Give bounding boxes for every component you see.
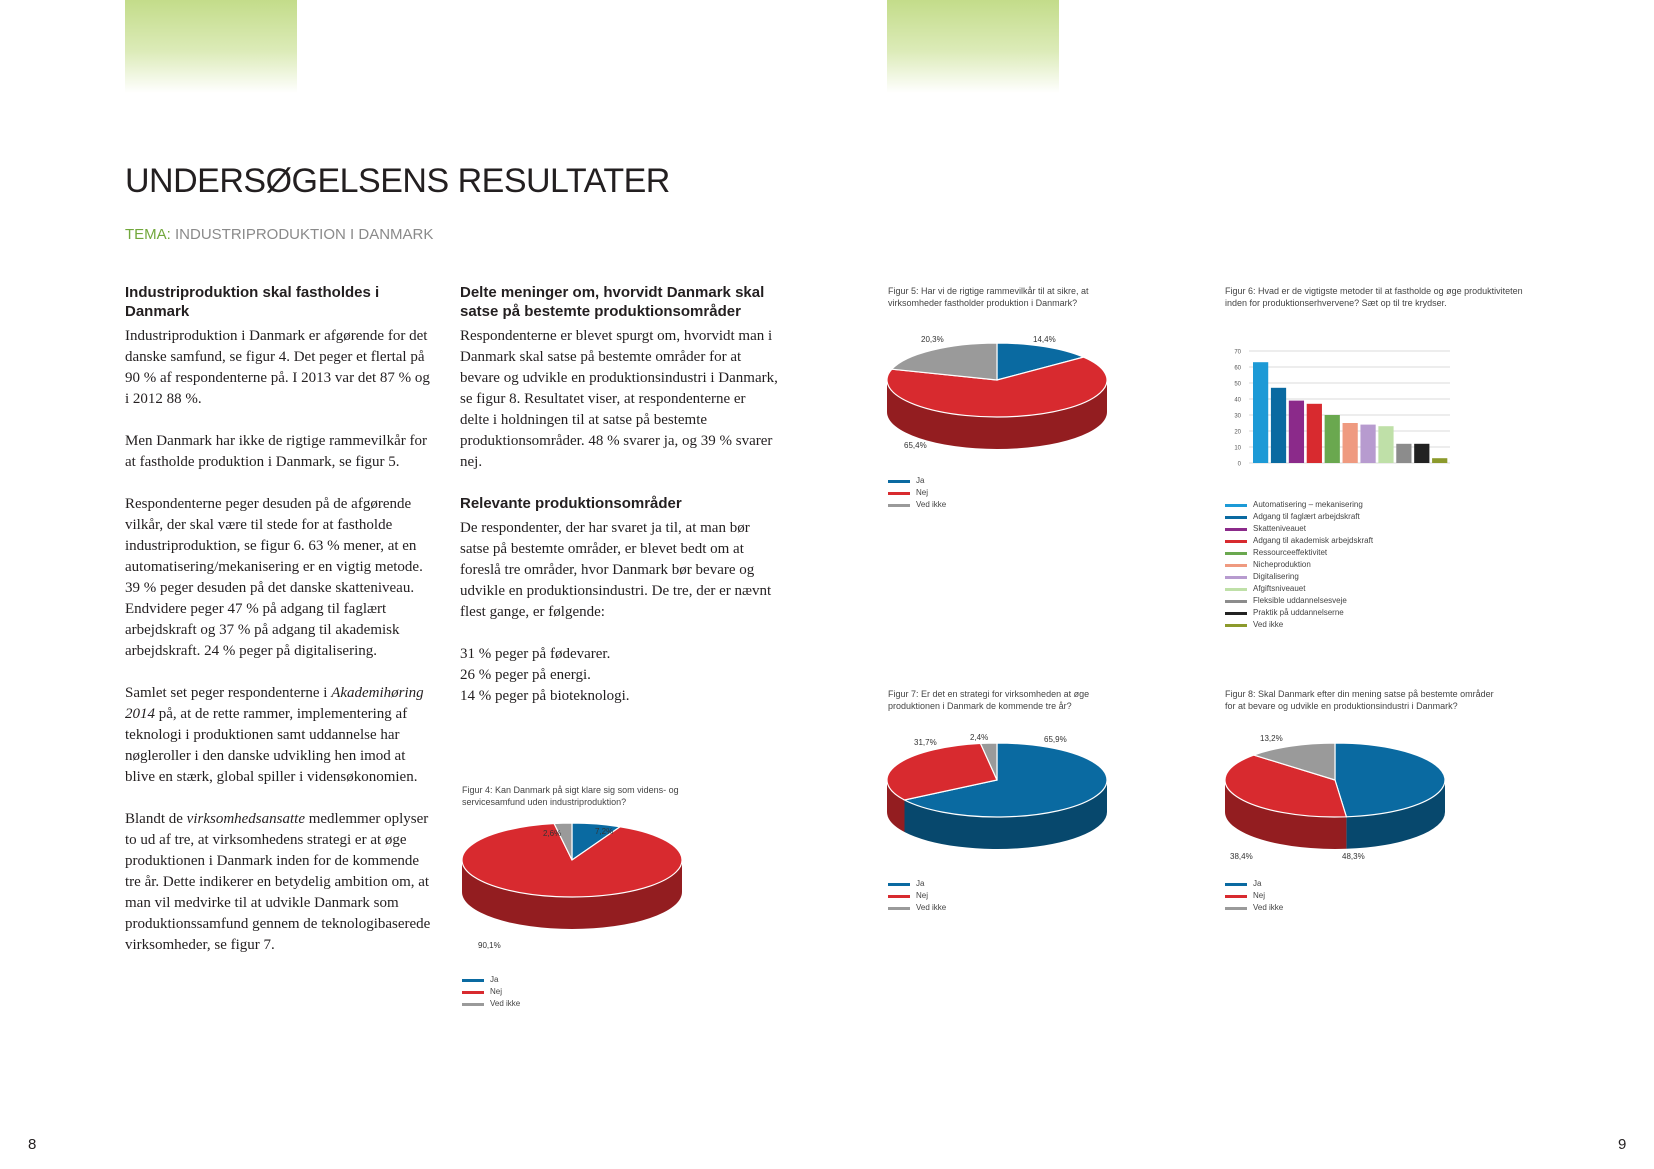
- fig6-bar-chart: [1225, 345, 1465, 470]
- legend-swatch: [1225, 576, 1247, 579]
- legend-swatch: [1225, 564, 1247, 567]
- col1-p5-text-b: medlemmer oplyser to ud af tre, at virksomhedens strategi er at øge produktionen i Danmark inden for de kommende tre år. Dette indikerer en betydelig ambition om, at man vil medvirke til at udvikle Danmark som produktionssamfund gennem de teknologibaserede virksomheder, se figur 7.: [125, 811, 431, 953]
- col2-list-item: 14 % peger på bioteknologi.: [460, 688, 630, 704]
- page-number-right: 9: [1618, 1136, 1627, 1153]
- legend-label: Ressourceeffektivitet: [1253, 548, 1328, 557]
- legend-item: [1225, 571, 1373, 583]
- legend-item-ja: [888, 475, 946, 487]
- text-column-1: [125, 283, 437, 977]
- bar-1: [1253, 362, 1268, 463]
- page-number-left: 8: [28, 1136, 37, 1153]
- page-title: UNDERSØGELSENS RESULTATER: [125, 162, 670, 200]
- legend-item-nej: [1225, 890, 1283, 902]
- col1-heading: Industriproduktion skal fastholdes i Danmark: [125, 284, 380, 320]
- legend-label: Ja: [490, 975, 499, 984]
- legend-swatch: [1225, 528, 1247, 531]
- legend-item: [1225, 547, 1373, 559]
- legend-item: [1225, 523, 1373, 535]
- col2-list-item: 31 % peger på fødevarer.: [460, 646, 611, 662]
- bar-5: [1325, 415, 1340, 463]
- y-tick-label: 10: [1234, 445, 1241, 452]
- legend-item: [1225, 583, 1373, 595]
- col2-heading-2: Relevante produktionsområder: [460, 495, 682, 512]
- bar-9: [1396, 444, 1411, 463]
- fig4-label-ja: 7,2%: [595, 827, 614, 836]
- fig6-caption: Figur 6: Hvad er de vigtigste metoder til at fastholde og øge produktiviteten inden for produktionserhvervene? Sæt op til tre krydser.: [1225, 286, 1523, 308]
- bar-2: [1271, 388, 1286, 463]
- legend-swatch: [1225, 504, 1247, 507]
- legend-label: Digitalisering: [1253, 572, 1299, 581]
- legend-label: Ja: [916, 476, 925, 485]
- bar-8: [1378, 426, 1393, 463]
- legend-label: Ved ikke: [490, 999, 521, 1008]
- legend-item-ja: [462, 974, 520, 986]
- col2-heading-1: Delte meninger om, hvorvidt Danmark skal satse på bestemte produktionsområder: [460, 284, 765, 320]
- legend-label: Skatteniveauet: [1253, 524, 1306, 533]
- legend-label: Ved ikke: [916, 500, 947, 509]
- fig7-label-nej: 31,7%: [914, 738, 937, 747]
- col2-list-item: 26 % peger på energi.: [460, 667, 591, 683]
- legend-item: [1225, 595, 1373, 607]
- legend-label: Nej: [916, 488, 929, 497]
- legend-label: Ved ikke: [1253, 620, 1284, 629]
- col1-paragraph-3: Respondenterne peger desuden på de afgørende vilkår, der skal være til stede for at fastholde industriproduktion, se figur 6. 63 % mener, at en automatisering/mekanisering er en vigtig metode. 39 % peger desuden på det danske skatteniveau. Endvidere peger 47 % på adgang til faglært arbejdskraft og 37 % på adgang til akademisk arbejdskraft. 24 % peger på digitalisering.: [125, 496, 423, 659]
- fig7-label-ved-ikke: 2,4%: [970, 733, 989, 742]
- fig4-pie-chart: [455, 820, 695, 950]
- legend-item-ved-ikke: [888, 902, 946, 914]
- fig5-label-nej: 65,4%: [904, 441, 927, 450]
- bar-4: [1307, 404, 1322, 463]
- legend-label: Ja: [1253, 879, 1262, 888]
- col2-paragraph-1: Respondenterne er blevet spurgt om, hvorvidt man i Danmark skal satse på bestemte områder for at bevare og udvikle en produktionsindustri i Danmark, se figur 8. Resultatet viser, at respondenterne er delte i holdningen til at satse på bestemte produktionsområder. 48 % svarer ja, og 39 % svarer nej.: [460, 328, 778, 470]
- legend-label: Nej: [916, 891, 929, 900]
- legend-label: Adgang til akademisk arbejdskraft: [1253, 536, 1374, 545]
- legend-swatch: [1225, 516, 1247, 519]
- y-tick-label: 30: [1234, 413, 1241, 420]
- legend-swatch: [1225, 600, 1247, 603]
- col2-list: [460, 644, 778, 707]
- legend-label: Fleksible uddannelsesveje: [1253, 596, 1347, 605]
- tema-label: TEMA:: [125, 226, 171, 243]
- fig5-label-ved-ikke: 20,3%: [921, 335, 944, 344]
- legend-item-nej: [462, 986, 520, 998]
- legend-label: Nicheproduktion: [1253, 560, 1311, 569]
- legend-swatch: [1225, 552, 1247, 555]
- y-tick-label: 40: [1234, 397, 1241, 404]
- legend-item-ved-ikke: [1225, 902, 1283, 914]
- legend-item-ja: [888, 878, 946, 890]
- legend-label: Nej: [1253, 891, 1266, 900]
- y-tick-label: 0: [1237, 461, 1241, 468]
- col1-paragraph-5: [125, 809, 437, 956]
- legend-item-ved-ikke: [462, 998, 520, 1010]
- legend-label: Ja: [916, 879, 925, 888]
- fig4-caption: Figur 4: Kan Danmark på sigt klare sig som videns- og servicesamfund uden industriproduktion?: [462, 785, 679, 807]
- accent-bar-right: [887, 0, 1059, 93]
- col1-p4-text-a: Samlet set peger respondenterne i: [125, 685, 332, 701]
- legend-item: [1225, 535, 1373, 547]
- legend-item: [1225, 559, 1373, 571]
- fig7-legend: [888, 878, 946, 914]
- col1-p4-emphasis: Akademihøring 2014: [125, 685, 424, 722]
- bar-10: [1414, 444, 1429, 463]
- bar-6: [1343, 423, 1358, 463]
- fig8-label-ja: 48,3%: [1342, 852, 1365, 861]
- col2-paragraph-2: De respondenter, der har svaret ja til, at man bør satse på bestemte områder, er blevet bedt om at foreslå tre områder, hvor Danmark bør bevare og udvikle en produktionsindustri. De tre, der er nævnt flest gange, er følgende:: [460, 520, 772, 620]
- legend-swatch: [1225, 540, 1247, 543]
- bar-7: [1360, 425, 1375, 463]
- y-tick-label: 20: [1234, 429, 1241, 436]
- col1-paragraph-1: Industriproduktion i Danmark er afgørende for det danske samfund, se figur 4. Det peger et flertal på 90 % af respondenterne på. I 2013 var det 87 % og i 2012 88 %.: [125, 328, 430, 407]
- fig5-legend: [888, 475, 946, 511]
- tema-line: [125, 226, 433, 243]
- fig8-label-ved-ikke: 13,2%: [1260, 734, 1283, 743]
- fig8-caption: Figur 8: Skal Danmark efter din mening satse på bestemte områder for at bevare og udvikle en produktionsindustri i Danmark?: [1225, 689, 1494, 711]
- fig8-legend: [1225, 878, 1283, 914]
- legend-item-ja: [1225, 878, 1283, 890]
- col1-paragraph-2: Men Danmark har ikke de rigtige rammevilkår for at fastholde produktion i Danmark, se figur 5.: [125, 433, 427, 470]
- col1-paragraph-4: [125, 683, 437, 788]
- y-tick-label: 70: [1234, 349, 1241, 356]
- fig7-label-ja: 65,9%: [1044, 735, 1067, 744]
- legend-label: Ved ikke: [916, 903, 947, 912]
- y-tick-label: 60: [1234, 365, 1241, 372]
- legend-item: [1225, 511, 1373, 523]
- legend-label: Nej: [490, 987, 503, 996]
- col1-p4-text-b: på, at de rette rammer, implementering af teknologi i produktionen samt uddannelse har nøgleroller i den danske udvikling hen imod at blive en stærk, global spiller i vidensøkonomien.: [125, 706, 418, 785]
- legend-label: Ved ikke: [1253, 903, 1284, 912]
- legend-item: [1225, 499, 1373, 511]
- y-tick-label: 50: [1234, 381, 1241, 388]
- col1-p5-text-a: Blandt de: [125, 811, 187, 827]
- fig4-legend: [462, 974, 520, 1010]
- fig5-label-ja: 14,4%: [1033, 335, 1056, 344]
- legend-swatch: [1225, 624, 1247, 627]
- legend-item-ved-ikke: [888, 499, 946, 511]
- fig8-pie-chart: [1218, 725, 1458, 860]
- fig4-label-nej: 90,1%: [478, 941, 501, 950]
- accent-bar-left: [125, 0, 297, 93]
- legend-item: [1225, 619, 1373, 631]
- fig7-caption: Figur 7: Er det en strategi for virksomheden at øge produktionen i Danmark de kommende tre år?: [888, 689, 1090, 711]
- fig8-label-nej: 38,4%: [1230, 852, 1253, 861]
- legend-item-nej: [888, 487, 946, 499]
- legend-label: Adgang til faglært arbejdskraft: [1253, 512, 1360, 521]
- fig4-label-ved-ikke: 2,6%: [543, 829, 562, 838]
- fig6-legend: [1225, 499, 1373, 631]
- text-column-2: [460, 283, 778, 728]
- legend-swatch: [1225, 612, 1247, 615]
- legend-label: Afgiftsniveauet: [1253, 584, 1306, 593]
- col1-p5-emphasis: virksomhedsansatte: [186, 811, 305, 827]
- legend-label: Praktik på uddannelserne: [1253, 608, 1344, 617]
- legend-swatch: [1225, 588, 1247, 591]
- fig5-caption: Figur 5: Har vi de rigtige rammevilkår til at sikre, at virksomheder fastholder produktion i Danmark?: [888, 286, 1089, 308]
- bar-11: [1432, 458, 1447, 463]
- legend-item-nej: [888, 890, 946, 902]
- bar-3: [1289, 401, 1304, 463]
- tema-text: INDUSTRIPRODUKTION I DANMARK: [175, 226, 434, 243]
- legend-item: [1225, 607, 1373, 619]
- legend-label: Automatisering – mekanisering: [1253, 500, 1363, 509]
- fig5-pie-chart: [880, 325, 1120, 460]
